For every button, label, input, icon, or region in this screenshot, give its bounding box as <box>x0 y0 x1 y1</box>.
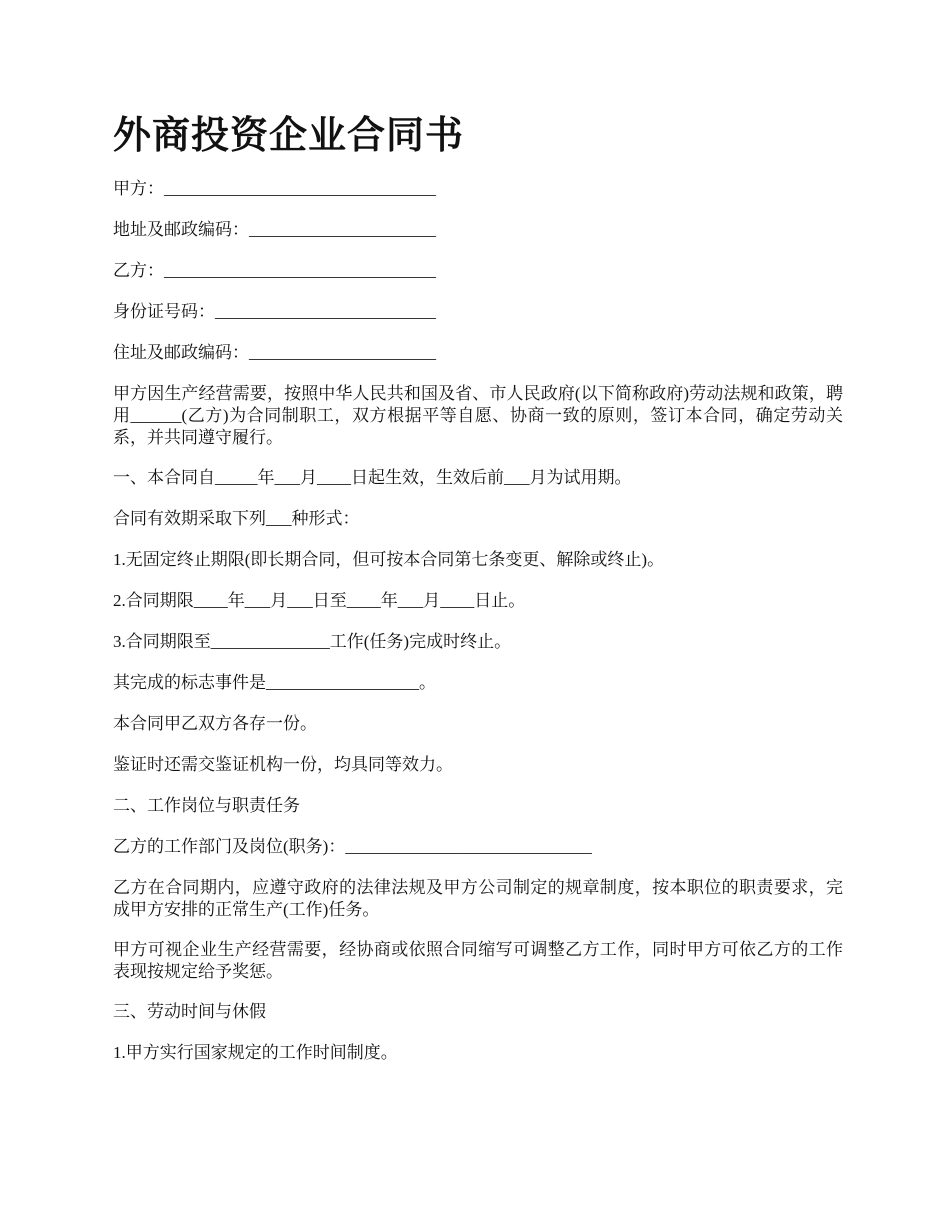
term-option-3: 3.合同期限至______________工作(任务)完成时终止。 <box>113 632 512 651</box>
document-page <box>113 112 843 1083</box>
duties-paragraph: 乙方在合同期内，应遵守政府的法律法规及甲方公司制定的规章制度，按本职位的职责要求，完成甲方安排的正常生产(工作)任务。 <box>113 878 843 919</box>
party-b-address-field: 住址及邮政编码：______________________ <box>113 343 436 362</box>
department-position-field: 乙方的工作部门及岗位(职务)：_____________________________ <box>113 837 592 856</box>
section-2-heading: 二、工作岗位与职责任务 <box>113 796 300 815</box>
adjustment-paragraph: 甲方可视企业生产经营需要，经协商或依照合同缩写可调整乙方工作，同时甲方可依乙方的工作表现按规定给予奖惩。 <box>113 940 843 981</box>
copies-clause: 本合同甲乙双方各存一份。 <box>113 714 317 733</box>
section-3-heading: 三、劳动时间与休假 <box>113 1002 266 1021</box>
term-option-1: 1.无固定终止期限(即长期合同，但可按本合同第七条变更、解除或终止)。 <box>113 550 665 569</box>
completion-event: 其完成的标志事件是__________________。 <box>113 673 436 692</box>
section-1-effective-date: 一、本合同自_____年___月____日起生效，生效后前___月为试用期。 <box>113 468 632 487</box>
contract-term-forms: 合同有效期采取下列___种形式： <box>113 509 360 528</box>
working-hours-clause: 1.甲方实行国家规定的工作时间制度。 <box>113 1043 398 1062</box>
preamble-paragraph: 甲方因生产经营需要，按照中华人民共和国及省、市人民政府(以下简称政府)劳动法规和政策，聘用______(乙方)为合同制职工，双方根据平等自愿、协商一致的原则，签订本合同，确定劳动关系，并共同遵守履行。 <box>113 384 843 447</box>
term-option-2: 2.合同期限____年___月___日至____年___月____日止。 <box>113 591 526 610</box>
notarization-clause: 鉴证时还需交鉴证机构一份，均具同等效力。 <box>113 755 453 774</box>
id-number-field: 身份证号码：__________________________ <box>113 302 436 321</box>
party-a-address-field: 地址及邮政编码：______________________ <box>113 220 436 239</box>
party-b-field: 乙方：________________________________ <box>113 261 436 280</box>
party-a-field: 甲方：________________________________ <box>113 179 436 198</box>
document-title: 外商投资企业合同书 <box>113 115 465 157</box>
